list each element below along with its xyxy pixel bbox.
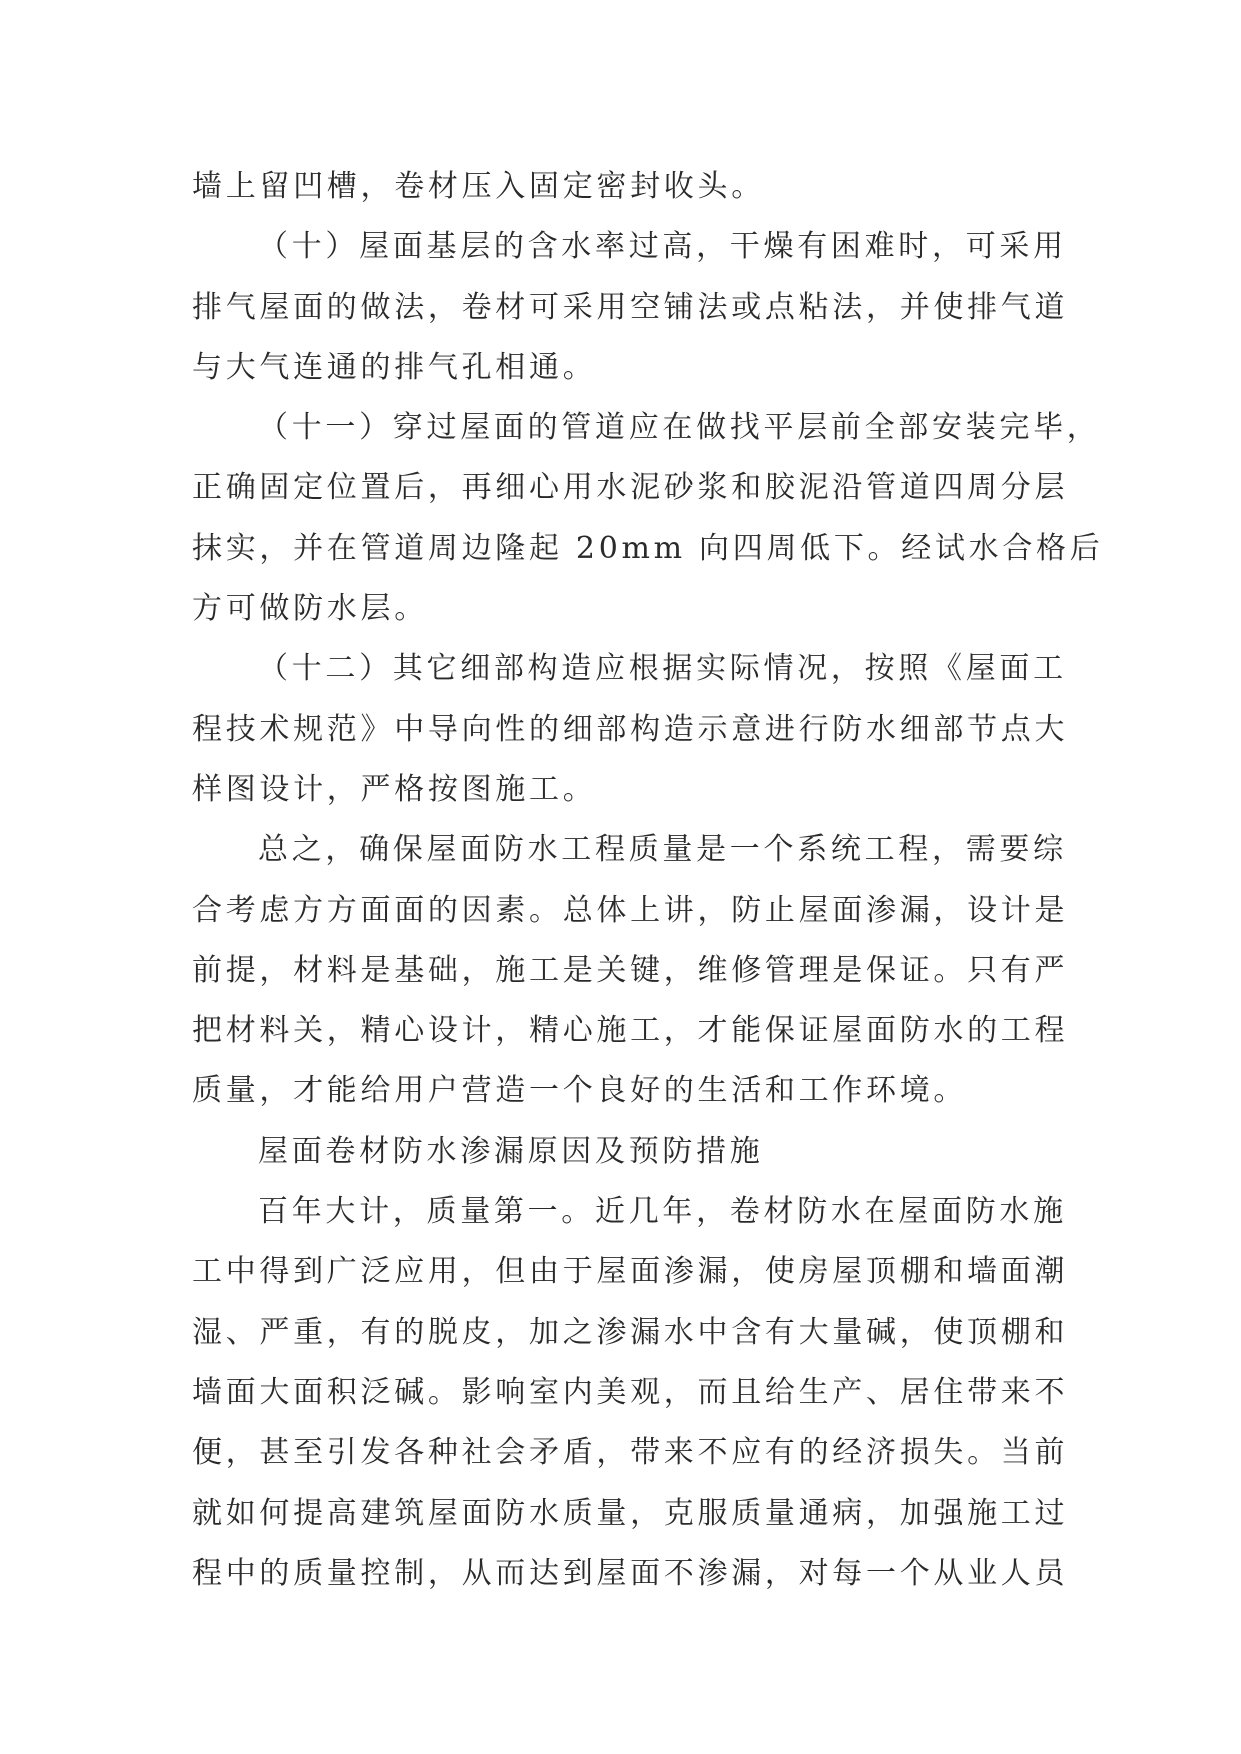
text-line: 工中得到广泛应用，但由于屋面渗漏，使房屋顶棚和墙面潮 xyxy=(192,1254,1069,1290)
text-line: 质量，才能给用户营造一个良好的生活和工作环境。 xyxy=(192,1073,968,1109)
text-line: 湿、严重，有的脱皮，加之渗漏水中含有大量碱，使顶棚和 xyxy=(192,1314,1069,1350)
text-line: 把材料关，精心设计，精心施工，才能保证屋面防水的工程 xyxy=(192,1013,1069,1049)
text-line: 就如何提高建筑屋面防水质量，克服质量通病，加强施工过 xyxy=(192,1495,1069,1531)
text-line: 程中的质量控制，从而达到屋面不渗漏，对每一个从业人员 xyxy=(192,1555,1069,1591)
paragraph-start-line: （十一）穿过屋面的管道应在做找平层前全部安装完毕， xyxy=(258,410,1101,446)
paragraph-start-line: （十二）其它细部构造应根据实际情况，按照《屋面工 xyxy=(258,651,1067,687)
text-line: 便，甚至引发各种社会矛盾，带来不应有的经济损失。当前 xyxy=(192,1435,1069,1471)
text-line: 排气屋面的做法，卷材可采用空铺法或点粘法，并使排气道 xyxy=(192,289,1069,325)
text-line: 正确固定位置后，再细心用水泥砂浆和胶泥沿管道四周分层 xyxy=(192,470,1069,506)
text-line: 墙面大面积泛碱。影响室内美观，而且给生产、居住带来不 xyxy=(192,1374,1069,1410)
text-line: 前提，材料是基础，施工是关键，维修管理是保证。只有严 xyxy=(192,952,1069,988)
text-line: 墙上留凹槽，卷材压入固定密封收头。 xyxy=(192,169,765,204)
text-line: 方可做防水层。 xyxy=(192,591,428,627)
text-line: 抹实，并在管道周边隆起 20mm 向四周低下。经试水合格后 xyxy=(192,530,1104,566)
text-line: 程技术规范》中导向性的细部构造示意进行防水细部节点大 xyxy=(192,711,1069,747)
section-heading: 屋面卷材防水渗漏原因及预防措施 xyxy=(258,1133,764,1169)
text-line: 合考虑方方面面的因素。总体上讲，防止屋面渗漏，设计是 xyxy=(192,892,1069,928)
document-body xyxy=(192,157,1104,1604)
paragraph-start-line: 百年大计，质量第一。近几年，卷材防水在屋面防水施 xyxy=(258,1194,1067,1230)
paragraph-start-line: 总之，确保屋面防水工程质量是一个系统工程，需要综 xyxy=(258,832,1067,868)
paragraph-start-line: （十）屋面基层的含水率过高，干燥有困难时，可采用 xyxy=(258,229,1067,265)
text-line: 与大气连通的排气孔相通。 xyxy=(192,349,597,385)
text-line: 样图设计，严格按图施工。 xyxy=(192,771,597,807)
